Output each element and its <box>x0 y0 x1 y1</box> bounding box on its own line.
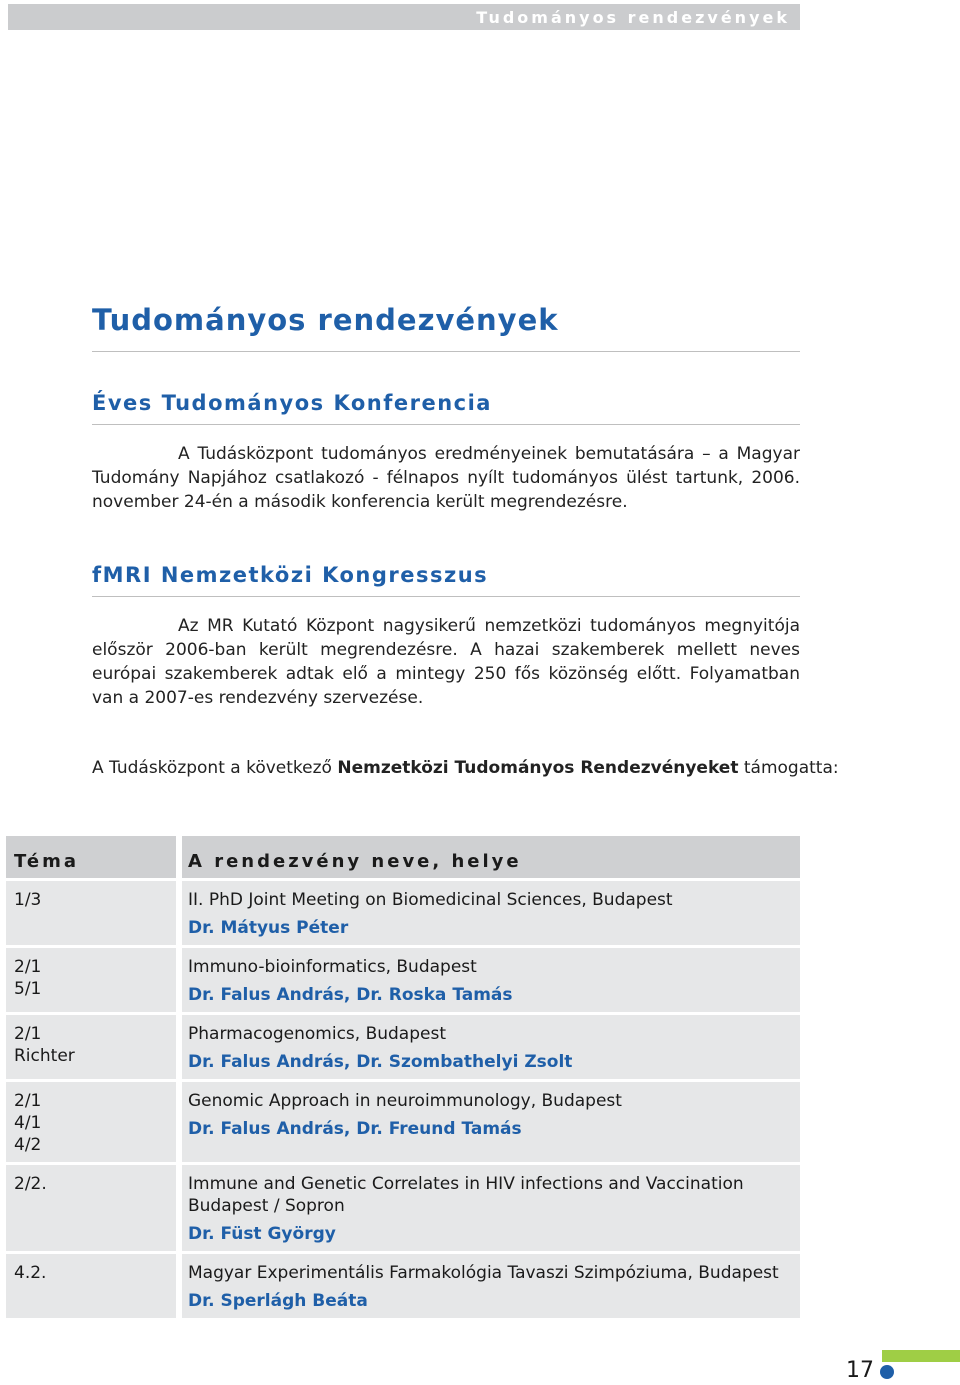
topic-code: 1/3 <box>14 890 42 910</box>
footer-dot-icon <box>880 1365 894 1379</box>
row-event-cell <box>182 1254 800 1318</box>
support-bold: Nemzetközi Tudományos Rendezvényeket <box>337 758 739 778</box>
support-intro <box>92 758 839 778</box>
row-event-cell <box>182 948 800 1012</box>
topic-code: 2/1 <box>14 957 42 977</box>
event-organizers: Dr. Falus András, Dr. Freund Tamás <box>188 1119 522 1139</box>
section-text-conference: A Tudásközpont tudományos eredményeinek bemutatására – a Magyar Tudomány Napjához csatlakozó - félnapos nyílt tudományos ülést tartunk, 2006. november 24-én a második konferencia került megrendezésre. <box>92 444 800 512</box>
event-name: Pharmacogenomics, Budapest <box>188 1024 446 1044</box>
event-name: Genomic Approach in neuroimmunology, Budapest <box>188 1091 622 1111</box>
row-topic-cell <box>6 1082 176 1162</box>
row-topic-cell <box>6 1015 176 1079</box>
page-title: Tudományos rendezvények <box>92 303 559 337</box>
table-row <box>6 1015 800 1079</box>
row-event-cell <box>182 881 800 945</box>
running-header <box>8 4 800 30</box>
page-number: 17 <box>846 1358 874 1383</box>
row-topic-cell <box>6 1254 176 1318</box>
table-row <box>6 1082 800 1162</box>
table-row <box>6 1254 800 1318</box>
section-divider-fmri <box>92 596 800 597</box>
event-location: Budapest / Sopron <box>188 1196 345 1216</box>
event-organizers: Dr. Sperlágh Beáta <box>188 1291 368 1311</box>
support-prefix: A Tudásközpont a következő <box>92 758 338 778</box>
event-organizers: Dr. Falus András, Dr. Szombathelyi Zsolt <box>188 1052 573 1072</box>
topic-code: 4/1 <box>14 1113 42 1133</box>
support-suffix: támogatta: <box>738 758 839 778</box>
table-row <box>6 948 800 1012</box>
table-row <box>6 881 800 945</box>
event-name: Immuno-bioinformatics, Budapest <box>188 957 477 977</box>
table-row <box>6 1165 800 1251</box>
topic-code: 4.2. <box>14 1263 47 1283</box>
title-divider <box>92 351 800 352</box>
event-name: Immune and Genetic Correlates in HIV infections and Vaccination <box>188 1174 744 1194</box>
topic-code: 2/1 <box>14 1024 42 1044</box>
footer-accent-bar <box>882 1350 960 1362</box>
event-name: II. PhD Joint Meeting on Biomedicinal Sciences, Budapest <box>188 890 673 910</box>
topic-code: 4/2 <box>14 1135 42 1155</box>
section-divider-conference <box>92 424 800 425</box>
topic-code: 5/1 <box>14 979 42 999</box>
topic-code: 2/2. <box>14 1174 47 1194</box>
header-topic: Téma <box>6 836 176 878</box>
events-table <box>6 836 800 1318</box>
section-text-fmri: Az MR Kutató Központ nagysikerű nemzetközi tudományos megnyitója először 2006-ban került megrendezésre. A hazai szakemberek mellett neves európai szakemberek adtak elő a mintegy 250 fős közönség előtt. Folyamatban van a 2007-es rendezvény szervezése. <box>92 616 800 708</box>
section-title-fmri: fMRI Nemzetközi Kongresszus <box>92 563 489 587</box>
table-header <box>6 836 800 878</box>
topic-code: Richter <box>14 1046 75 1066</box>
section-title-conference: Éves Tudományos Konferencia <box>92 391 492 415</box>
topic-code: 2/1 <box>14 1091 42 1111</box>
row-event-cell <box>182 1082 800 1162</box>
running-header-title: Tudományos rendezvények <box>476 8 790 27</box>
event-name: Magyar Experimentális Farmakológia Tavaszi Szimpóziuma, Budapest <box>188 1263 779 1283</box>
row-event-cell <box>182 1015 800 1079</box>
event-organizers: Dr. Füst György <box>188 1224 336 1244</box>
header-event: A rendezvény neve, helye <box>182 836 800 878</box>
row-topic-cell <box>6 881 176 945</box>
event-organizers: Dr. Falus András, Dr. Roska Tamás <box>188 985 513 1005</box>
row-topic-cell <box>6 1165 176 1251</box>
event-organizers: Dr. Mátyus Péter <box>188 918 349 938</box>
row-event-cell <box>182 1165 800 1251</box>
row-topic-cell <box>6 948 176 1012</box>
